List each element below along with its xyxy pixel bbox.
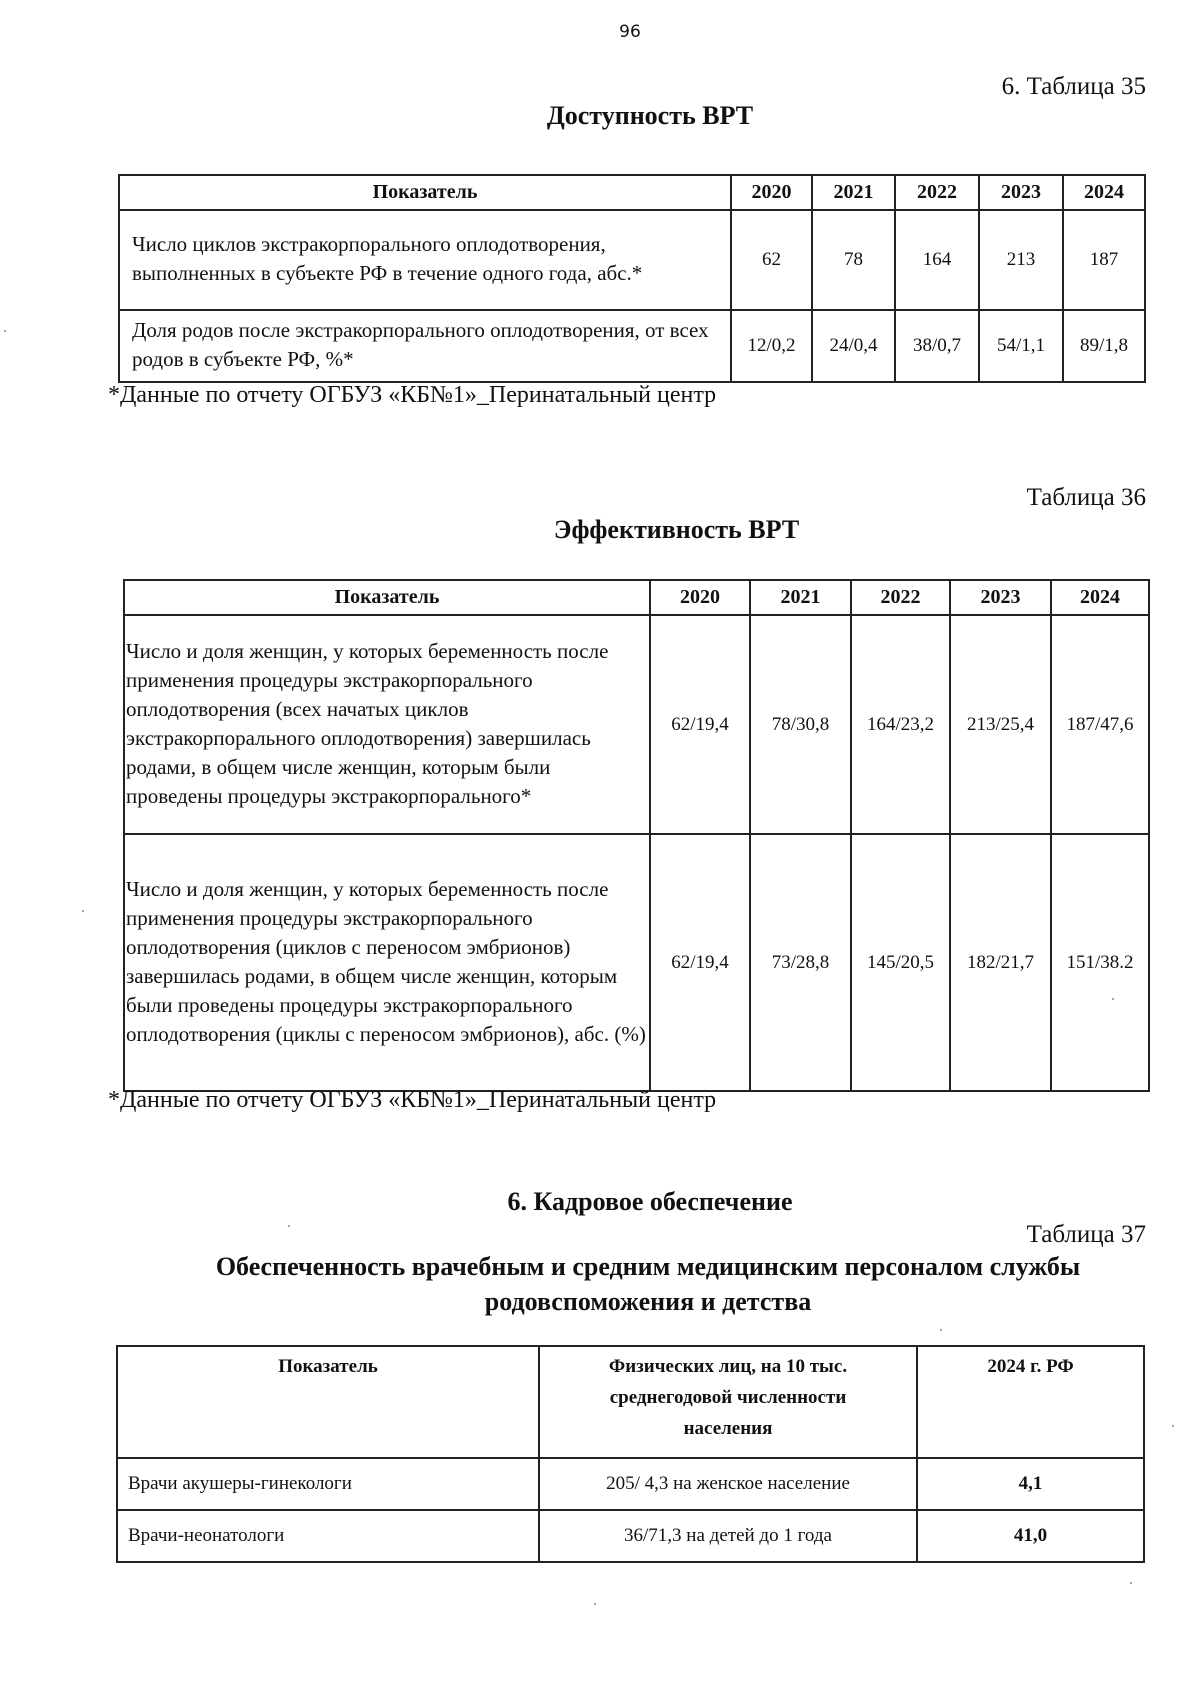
- table37-header-indicator: Показатель: [117, 1346, 539, 1458]
- page-number: 96: [619, 22, 641, 42]
- scan-speck: [1112, 998, 1114, 1000]
- table-cell: 62/19,4: [650, 834, 750, 1091]
- table37-row-label: Врачи акушеры-гинекологи: [117, 1458, 539, 1510]
- table36-header-year: 2021: [750, 580, 851, 615]
- scan-speck: [82, 910, 84, 912]
- table-cell: 78: [812, 210, 895, 310]
- table36-note: *Данные по отчету ОГБУЗ «КБ№1»_Перинатальный центр: [108, 1087, 717, 1113]
- table36-title: Эффективность ВРТ: [553, 515, 800, 544]
- table-row: [119, 310, 1145, 382]
- table36-header-year: 2024: [1051, 580, 1149, 615]
- table36-row-label: Число и доля женщин, у которых беременность после применения процедуры экстракорпорального оплодотворения (всех начатых циклов экстракорпорального оплодотворения) завершилась родами, в общем числе женщин, которым были проведены процедуры экстракорпорального*: [124, 615, 650, 834]
- scan-speck: [940, 1329, 942, 1331]
- table35-header-year: 2020: [731, 175, 812, 210]
- table-cell: 41,0: [917, 1510, 1144, 1562]
- table-row: [117, 1510, 1144, 1562]
- table35-header-year: 2023: [979, 175, 1063, 210]
- table37-title-line1: Обеспеченность врачебным и средним медицинским персоналом службы: [215, 1252, 1081, 1281]
- table37-header-physical: Физических лиц, на 10 тыс. среднегодовой численности населения: [539, 1346, 917, 1458]
- table36-row-label: Число и доля женщин, у которых беременность после применения процедуры экстракорпорального оплодотворения (циклов с переносом эмбрионов) завершилась родами, в общем числе женщин, которым были проведены процедуры экстракорпорального оплодотворения (циклы с переносом эмбрионов), абс. (%): [124, 834, 650, 1091]
- table-cell: 78/30,8: [750, 615, 851, 834]
- table-cell: 89/1,8: [1063, 310, 1145, 382]
- table35-header-row: [119, 175, 1145, 210]
- table36-header-year: 2023: [950, 580, 1051, 615]
- table37-row-label: Врачи-неонатологи: [117, 1510, 539, 1562]
- table-cell: 213: [979, 210, 1063, 310]
- table36-header-indicator: Показатель: [124, 580, 650, 615]
- table35-row-label: Доля родов после экстракорпорального оплодотворения, от всех родов в субъекте РФ, %*: [119, 310, 731, 382]
- table-row: [124, 615, 1149, 834]
- table37-label: Таблица 37: [1026, 1221, 1146, 1248]
- scan-speck: [288, 1225, 290, 1227]
- table37-header-rf: 2024 г. РФ: [917, 1346, 1144, 1458]
- table37: [116, 1345, 1145, 1563]
- table35-note: *Данные по отчету ОГБУЗ «КБ№1»_Перинатальный центр: [108, 382, 717, 408]
- scan-speck: [1172, 1425, 1174, 1427]
- table-cell: 164/23,2: [851, 615, 950, 834]
- table35-header-year: 2021: [812, 175, 895, 210]
- table36-header-row: [124, 580, 1149, 615]
- table-cell: 205/ 4,3 на женское население: [539, 1458, 917, 1510]
- table35-header-indicator: Показатель: [119, 175, 731, 210]
- table36-header-year: 2022: [851, 580, 950, 615]
- table-cell: 12/0,2: [731, 310, 812, 382]
- table-cell: 24/0,4: [812, 310, 895, 382]
- table-cell: 145/20,5: [851, 834, 950, 1091]
- table-cell: 151/38.2: [1051, 834, 1149, 1091]
- table-row: [117, 1458, 1144, 1510]
- table-cell: 182/21,7: [950, 834, 1051, 1091]
- table-cell: 36/71,3 на детей до 1 года: [539, 1510, 917, 1562]
- scan-speck: [4, 330, 6, 332]
- table35-title: Доступность ВРТ: [546, 101, 754, 130]
- table-cell: 54/1,1: [979, 310, 1063, 382]
- table37-header-row: [117, 1346, 1144, 1458]
- table35-row-label: Число циклов экстракорпорального оплодотворения, выполненных в субъекте РФ в течение одного года, абс.*: [119, 210, 731, 310]
- table-cell: 213/25,4: [950, 615, 1051, 834]
- table-cell: 62: [731, 210, 812, 310]
- table35-label: 6. Таблица 35: [1001, 73, 1146, 100]
- table-row: [124, 834, 1149, 1091]
- table36: [123, 579, 1150, 1092]
- table-cell: 38/0,7: [895, 310, 979, 382]
- scan-speck: [1130, 1582, 1132, 1584]
- table-cell: 4,1: [917, 1458, 1144, 1510]
- table36-label: Таблица 36: [1026, 484, 1146, 511]
- table-row: [119, 210, 1145, 310]
- table35-header-year: 2022: [895, 175, 979, 210]
- table-cell: 73/28,8: [750, 834, 851, 1091]
- section-heading: 6. Кадровое обеспечение: [507, 1187, 793, 1216]
- table35-header-year: 2024: [1063, 175, 1145, 210]
- table37-title-line2: родовспоможения и детства: [484, 1287, 812, 1316]
- table-cell: 187/47,6: [1051, 615, 1149, 834]
- table36-header-year: 2020: [650, 580, 750, 615]
- scan-speck: [594, 1603, 596, 1605]
- table-cell: 62/19,4: [650, 615, 750, 834]
- table-cell: 187: [1063, 210, 1145, 310]
- table-cell: 164: [895, 210, 979, 310]
- table35: [118, 174, 1146, 383]
